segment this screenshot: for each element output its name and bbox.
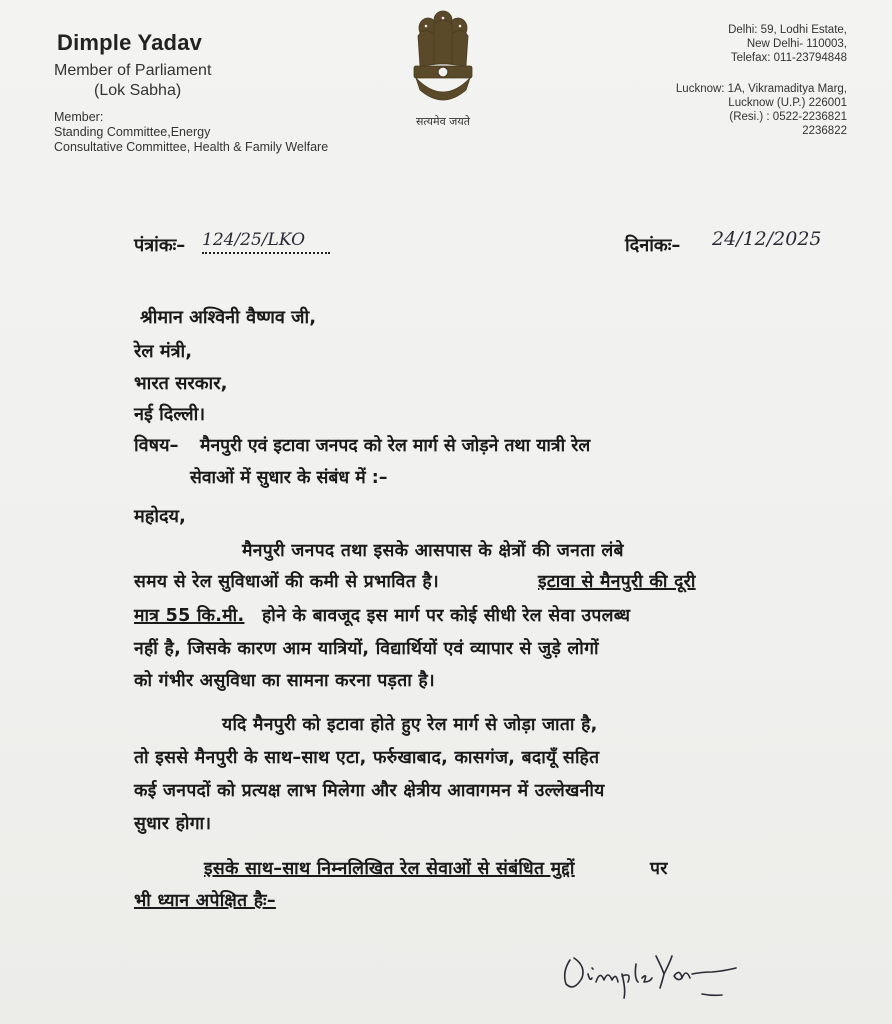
mp-role: Member of Parliament bbox=[54, 62, 212, 79]
emblem-motto: सत्यमेव जयते bbox=[415, 115, 470, 128]
addressee-line: भारत सरकार, bbox=[134, 373, 228, 394]
committee-line: Standing Committee,Energy bbox=[54, 125, 211, 139]
body-line: पर bbox=[650, 859, 668, 879]
subject-line: सेवाओं में सुधार के संबंध में :– bbox=[190, 468, 388, 488]
body-line-emphasis: भी ध्यान अपेक्षित हैः– bbox=[134, 891, 276, 911]
subject-label: विषय– bbox=[134, 435, 179, 456]
body-line: यदि मैनपुरी को इटावा होते हुए रेल मार्ग से जोड़ा जाता है, bbox=[222, 715, 598, 735]
mp-name: Dimple Yadav bbox=[57, 30, 203, 55]
national-emblem-icon bbox=[404, 6, 482, 116]
addressee-line: नई दिल्ली। bbox=[134, 404, 206, 425]
body-line: मैनपुरी जनपद तथा इसके आसपास के क्षेत्रों की जनता लंबे bbox=[242, 541, 624, 561]
addressee-line: रेल मंत्री, bbox=[134, 341, 193, 362]
delhi-address-line: Telefax: 011-23794848 bbox=[730, 52, 847, 64]
lucknow-address-line: (Resi.) : 0522-2236821 bbox=[729, 111, 847, 123]
subject-line: मैनपुरी एवं इटावा जनपद को रेल मार्ग से जोड़ने तथा यात्री रेल bbox=[200, 436, 591, 456]
body-line-emphasis: मात्र 55 कि.मी. bbox=[134, 606, 245, 626]
date-label: दिनांकः– bbox=[625, 235, 681, 256]
delhi-address-line: New Delhi- 110003, bbox=[746, 38, 847, 50]
lucknow-address-line: Lucknow (U.P.) 226001 bbox=[728, 97, 847, 109]
body-line: सुधार होगा। bbox=[134, 814, 212, 834]
lucknow-address-line: 2236822 bbox=[802, 125, 847, 137]
lucknow-address-line: Lucknow: 1A, Vikramaditya Marg, bbox=[675, 83, 847, 95]
body-line: होने के बावजूद इस मार्ग पर कोई सीधी रेल सेवा उपलब्ध bbox=[262, 606, 631, 626]
body-line: नहीं है, जिसके कारण आम यात्रियों, विद्यार्थियों एवं व्यापार से जुड़े लोगों bbox=[134, 639, 599, 659]
body-line-emphasis: इटावा से मैनपुरी की दूरी bbox=[538, 572, 696, 592]
signature bbox=[552, 938, 742, 1008]
salutation: महोदय, bbox=[134, 506, 186, 527]
addressee-line: श्रीमान अश्विनी वैष्णव जी, bbox=[140, 307, 317, 328]
body-line: को गंभीर असुविधा का सामना करना पड़ता है। bbox=[134, 671, 435, 691]
body-line: समय से रेल सुविधाओं की कमी से प्रभावित है। bbox=[134, 572, 439, 592]
body-line-emphasis: इसके साथ–साथ निम्नलिखित रेल सेवाओं से संबंधित मुद्दों bbox=[204, 859, 575, 879]
body-line: तो इससे मैनपुरी के साथ–साथ एटा, फर्रुखाबाद, कासगंज, बदायूँ सहित bbox=[134, 748, 600, 768]
mp-house: (Lok Sabha) bbox=[94, 82, 182, 99]
committee-line: Consultative Committee, Health & Family Welfare bbox=[54, 140, 329, 154]
delhi-address-line: Delhi: 59, Lodhi Estate, bbox=[728, 24, 847, 36]
member-label: Member: bbox=[54, 110, 104, 124]
body-line: कई जनपदों को प्रत्यक्ष लाभ मिलेगा और क्षेत्रीय आवागमन में उल्लेखनीय bbox=[134, 781, 605, 801]
reference-number: 124/25/LKO bbox=[202, 230, 306, 250]
reference-label: पंत्रांकः– bbox=[134, 235, 186, 256]
date-value: 24/12/2025 bbox=[712, 228, 822, 250]
